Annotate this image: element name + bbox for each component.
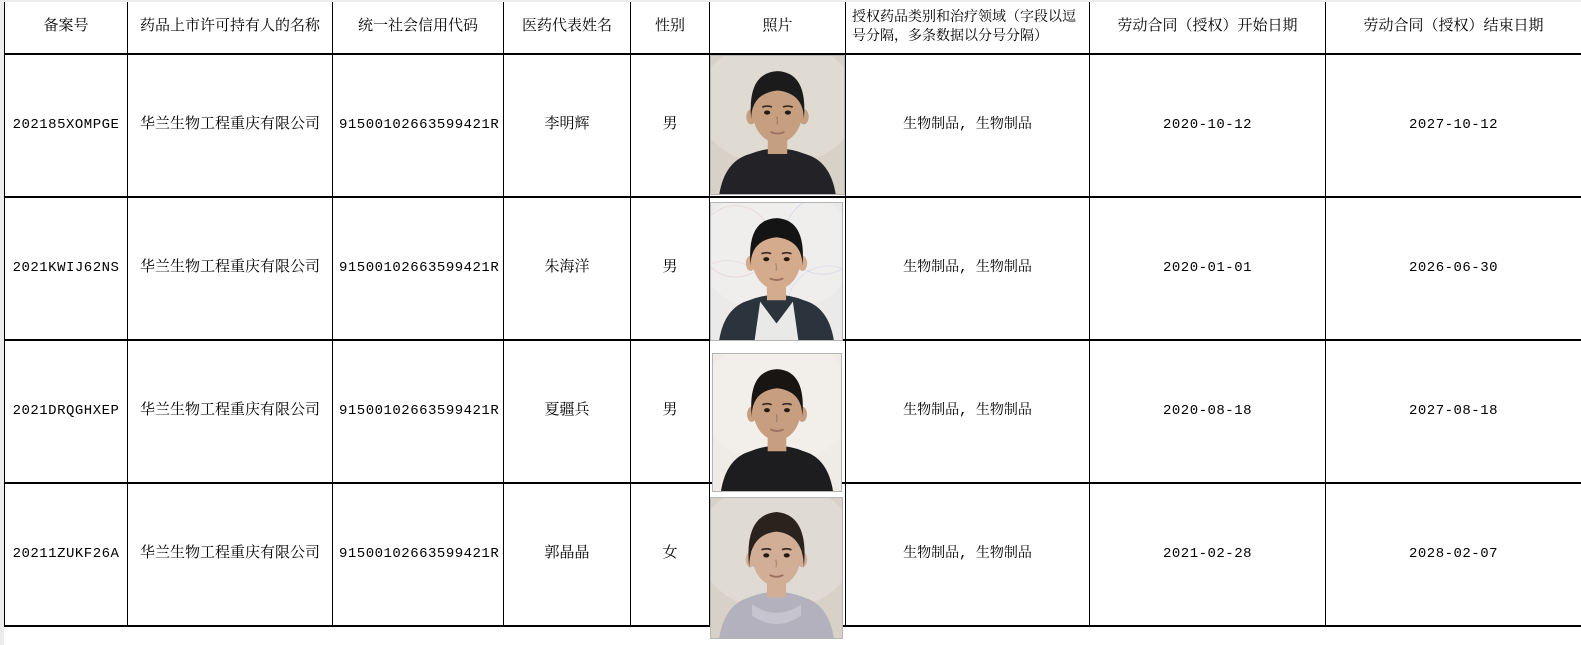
header-holder-name[interactable]: 药品上市许可持有人的名称 bbox=[128, 2, 333, 54]
cell-record-no[interactable]: 202185XOMPGE bbox=[5, 54, 128, 197]
cell-rep-name[interactable]: 李明辉 bbox=[504, 54, 631, 197]
cell-rep-name[interactable]: 朱海洋 bbox=[504, 197, 631, 340]
cell-end-date[interactable]: 2027-08-18 bbox=[1326, 340, 1581, 483]
cell-holder-name[interactable]: 华兰生物工程重庆有限公司 bbox=[128, 54, 333, 197]
cell-credit-code[interactable]: 91500102663599421R bbox=[333, 197, 504, 340]
cell-holder-name[interactable]: 华兰生物工程重庆有限公司 bbox=[128, 340, 333, 483]
cell-end-date[interactable]: 2028-02-07 bbox=[1326, 483, 1581, 626]
header-rep-name[interactable]: 医药代表姓名 bbox=[504, 2, 631, 54]
cell-record-no[interactable]: 20211ZUKF26A bbox=[5, 483, 128, 626]
header-credit-code[interactable]: 统一社会信用代码 bbox=[333, 2, 504, 54]
header-start-date[interactable]: 劳动合同（授权）开始日期 bbox=[1090, 2, 1326, 54]
cell-gender[interactable]: 男 bbox=[631, 340, 710, 483]
cell-holder-name[interactable]: 华兰生物工程重庆有限公司 bbox=[128, 197, 333, 340]
cell-credit-code[interactable]: 91500102663599421R bbox=[333, 483, 504, 626]
cell-start-date[interactable]: 2020-10-12 bbox=[1090, 54, 1326, 197]
id-photo[interactable] bbox=[710, 202, 843, 341]
id-photo[interactable] bbox=[712, 353, 842, 492]
cell-credit-code[interactable]: 91500102663599421R bbox=[333, 54, 504, 197]
cell-end-date[interactable]: 2026-06-30 bbox=[1326, 197, 1581, 340]
cell-record-no[interactable]: 2021DRQGHXEP bbox=[5, 340, 128, 483]
cell-gender[interactable]: 男 bbox=[631, 54, 710, 197]
cell-start-date[interactable]: 2021-02-28 bbox=[1090, 483, 1326, 626]
header-row bbox=[5, 2, 1581, 54]
header-photo[interactable]: 照片 bbox=[710, 2, 846, 54]
header-categories[interactable]: 授权药品类别和治疗领域（字段以逗号分隔，多条数据以分号分隔） bbox=[846, 2, 1090, 54]
cell-credit-code[interactable]: 91500102663599421R bbox=[333, 340, 504, 483]
cell-gender[interactable]: 女 bbox=[631, 483, 710, 626]
cell-gender[interactable]: 男 bbox=[631, 197, 710, 340]
cell-categories[interactable]: 生物制品, 生物制品 bbox=[846, 340, 1090, 483]
cell-categories[interactable]: 生物制品, 生物制品 bbox=[846, 54, 1090, 197]
cell-rep-name[interactable]: 郭晶晶 bbox=[504, 483, 631, 626]
cell-categories[interactable]: 生物制品, 生物制品 bbox=[846, 197, 1090, 340]
cell-start-date[interactable]: 2020-01-01 bbox=[1090, 197, 1326, 340]
cell-record-no[interactable]: 2021KWIJ62NS bbox=[5, 197, 128, 340]
cell-categories[interactable]: 生物制品, 生物制品 bbox=[846, 483, 1090, 626]
header-end-date[interactable]: 劳动合同（授权）结束日期 bbox=[1326, 2, 1581, 54]
id-photo[interactable] bbox=[710, 497, 843, 639]
id-photo[interactable] bbox=[710, 55, 845, 195]
header-record-no[interactable]: 备案号 bbox=[5, 2, 128, 54]
cell-start-date[interactable]: 2020-08-18 bbox=[1090, 340, 1326, 483]
cell-rep-name[interactable]: 夏疆兵 bbox=[504, 340, 631, 483]
cell-end-date[interactable]: 2027-10-12 bbox=[1326, 54, 1581, 197]
cell-holder-name[interactable]: 华兰生物工程重庆有限公司 bbox=[128, 483, 333, 626]
header-gender[interactable]: 性别 bbox=[631, 2, 710, 54]
